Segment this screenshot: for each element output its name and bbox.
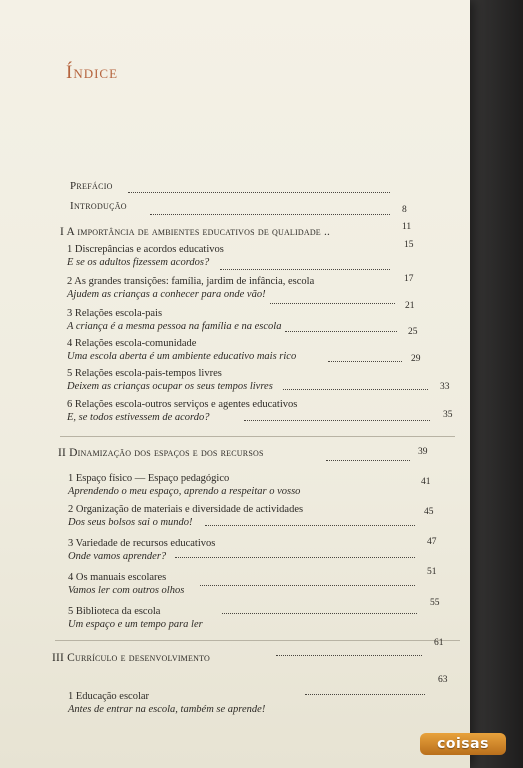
toc-leader	[305, 693, 425, 695]
toc-subentry: 1 Educação escolar Antes de entrar na escola, também se aprende!	[68, 691, 266, 715]
toc-leader	[175, 556, 415, 558]
toc-entry-introducao: Introdução	[70, 200, 127, 212]
toc-leader	[205, 524, 415, 526]
toc-leader	[270, 302, 395, 304]
toc-page: 61	[434, 638, 444, 648]
toc-leader	[326, 459, 410, 461]
toc-page: 63	[438, 675, 448, 685]
page-title: Índice	[66, 62, 119, 83]
toc-page: 33	[440, 382, 450, 392]
toc-subentry: 5 Relações escola-pais-tempos livres Deixem as crianças ocupar os seus tempos livres	[67, 368, 273, 392]
toc-subentry: 3 Variedade de recursos educativos Onde vamos aprender?	[68, 538, 216, 562]
toc-entry-prefacio: Prefácio	[70, 180, 113, 192]
toc-leader	[244, 419, 430, 421]
toc-subentry: 1 Espaço físico — Espaço pedagógico Aprendendo o meu espaço, aprendo a respeitar o vosso	[68, 473, 301, 497]
toc-subentry: 4 Os manuais escolares Vamos ler com outros olhos	[68, 572, 185, 596]
section-divider	[60, 436, 455, 437]
toc-page: 17	[404, 274, 414, 284]
toc-page: 11	[402, 222, 412, 232]
toc-page: 51	[427, 567, 437, 577]
toc-page: 15	[404, 240, 414, 250]
toc-page: 47	[427, 537, 437, 547]
toc-page: 25	[408, 327, 418, 337]
chapter-title: III Currículo e desenvolvimento	[52, 652, 210, 664]
toc-leader	[200, 584, 415, 586]
toc-leader	[150, 213, 390, 215]
toc-page: 39	[418, 447, 428, 457]
chapter-title: I A importância de ambientes educativos de qualidade ..	[60, 226, 331, 238]
toc-page: 55	[430, 598, 440, 608]
toc-subentry: 6 Relações escola-outros serviços e agentes educativos E, se todos estivessem de acordo?	[67, 399, 298, 423]
toc-page: 35	[443, 410, 453, 420]
section-divider	[55, 640, 460, 641]
toc-subentry: 2 Organização de materiais e diversidade de actividades Dos seus bolsos sai o mundo!	[68, 504, 304, 528]
toc-page: 45	[424, 507, 434, 517]
toc-subentry: 3 Relações escola-pais A criança é a mesma pessoa na família e na escola	[67, 308, 282, 332]
toc-page: 29	[411, 354, 421, 364]
watermark-logo: coisas	[420, 733, 506, 755]
toc-page: 41	[421, 477, 431, 487]
toc-leader	[285, 330, 397, 332]
toc-subentry: 2 As grandes transições: família, jardim de infância, escola Ajudem as crianças a conhecer para onde vão!	[67, 276, 315, 300]
toc-page: 8	[402, 205, 407, 215]
toc-leader	[128, 191, 390, 193]
toc-leader	[328, 360, 402, 362]
chapter-title: II Dinamização dos espaços e dos recursos	[58, 447, 264, 459]
toc-leader	[220, 268, 390, 270]
toc-leader	[276, 654, 422, 656]
toc-subentry: 1 Discrepâncias e acordos educativos E se os adultos fizessem acordos?	[67, 244, 224, 268]
background-shadow	[463, 0, 523, 768]
toc-subentry: 5 Biblioteca da escola Um espaço e um tempo para ler	[68, 606, 203, 630]
toc-page: 21	[405, 301, 415, 311]
toc-subentry: 4 Relações escola-comunidade Uma escola aberta é um ambiente educativo mais rico	[67, 338, 297, 362]
toc-leader	[283, 388, 428, 390]
toc-leader	[222, 612, 417, 614]
